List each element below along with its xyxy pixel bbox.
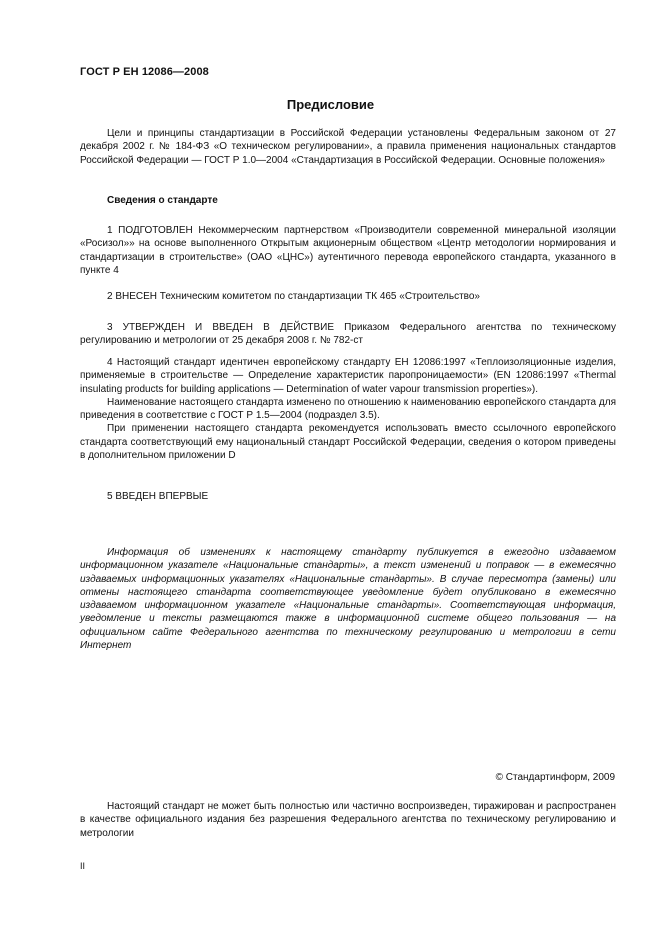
document-header: ГОСТ Р ЕН 12086—2008: [80, 66, 209, 78]
item-5-block: [80, 490, 616, 503]
item-4-paragraph: 4 Настоящий стандарт идентичен европейскому стандарту ЕН 12086:1997 «Теплоизоляционные изделия, применяемые в строительстве — Определение характеристик паропроницаемости» (EN 12086:1997 «Thermal insulating products for building applications — Determination of water vapour transmission properties»).: [80, 357, 616, 395]
item-1-paragraph: 1 ПОДГОТОВЛЕН Некоммерческим партнерством «Производители современной минеральной изоляции «Росизол»» на основе выполненного Открытым акционерным обществом «Центр методологии нормирования и стандартизации в строительстве» (ОАО «ЦНС») аутентичного перевода европейского стандарта, указанного в пункте 4: [80, 225, 616, 276]
item-1-block: [80, 224, 616, 277]
item-5-paragraph: 5 ВВЕДЕН ВПЕРВЫЕ: [107, 491, 209, 502]
intro-paragraph: Цели и принципы стандартизации в Российской Федерации установлены Федеральным законом от 27 декабря 2002 г. № 184-ФЗ «О техническом регулировании», а правила применения национальных стандартов Российской Федерации — ГОСТ Р 1.0—2004 «Стандартизация в Российской Федерации. Основные положения»: [80, 128, 616, 166]
info-notice-block: [80, 546, 616, 652]
item-2-paragraph: 2 ВНЕСЕН Техническим комитетом по стандартизации ТК 465 «Строительство»: [107, 291, 480, 302]
item-3-block: [80, 321, 616, 348]
item-4-reference-paragraph: При применении настоящего стандарта рекомендуется использовать вместо ссылочного европейского стандарта соответствующий ему национальный стандарт Российской Федерации, сведения о котором приведены в дополнительном приложении D: [80, 423, 616, 462]
item-2-block: [80, 290, 616, 303]
item-4-block: [80, 356, 616, 462]
copy-notice-paragraph: Настоящий стандарт не может быть полностью или частично воспроизведен, тиражирован и распространен в качестве официального издания без разрешения Федерального агентства по техническому регулированию и метрологии: [80, 801, 616, 839]
item-4-rename-paragraph: Наименование настоящего стандарта изменено по отношению к наименованию европейского стандарта для приведения в соответствие с ГОСТ Р 1.5—2004 (подраздел 3.5).: [80, 396, 616, 422]
info-notice-paragraph: Информация об изменениях к настоящему стандарту публикуется в ежегодно издаваемом информационном указателе «Национальные стандарты», а текст изменений и поправок — в ежемесячно издаваемых информационных указателях «Национальные стандарты». В случае пересмотра (замены) или отмены настоящего стандарта соответствующее уведомление будет опубликовано в ежемесячно издаваемом информационном указателе «Национальные стандарты». Соответствующая информация, уведомление и тексты размещаются также в информационной системе общего пользования — на официальном сайте Федерального агентства по техническому регулированию и метрологии в сети Интернет: [80, 547, 616, 652]
page-number: II: [80, 861, 86, 871]
section-title: Сведения о стандарте: [107, 195, 218, 206]
page-title: Предисловие: [286, 97, 375, 112]
item-3-paragraph: 3 УТВЕРЖДЕН И ВВЕДЕН В ДЕЙСТВИЕ Приказом Федерального агентства по техническому регулированию и метрологии от 25 декабря 2008 г. № 782-ст: [80, 322, 616, 347]
copyright-line: © Стандартинформ, 2009: [495, 772, 615, 783]
copy-notice-block: [80, 800, 616, 840]
intro-block: [80, 127, 616, 167]
